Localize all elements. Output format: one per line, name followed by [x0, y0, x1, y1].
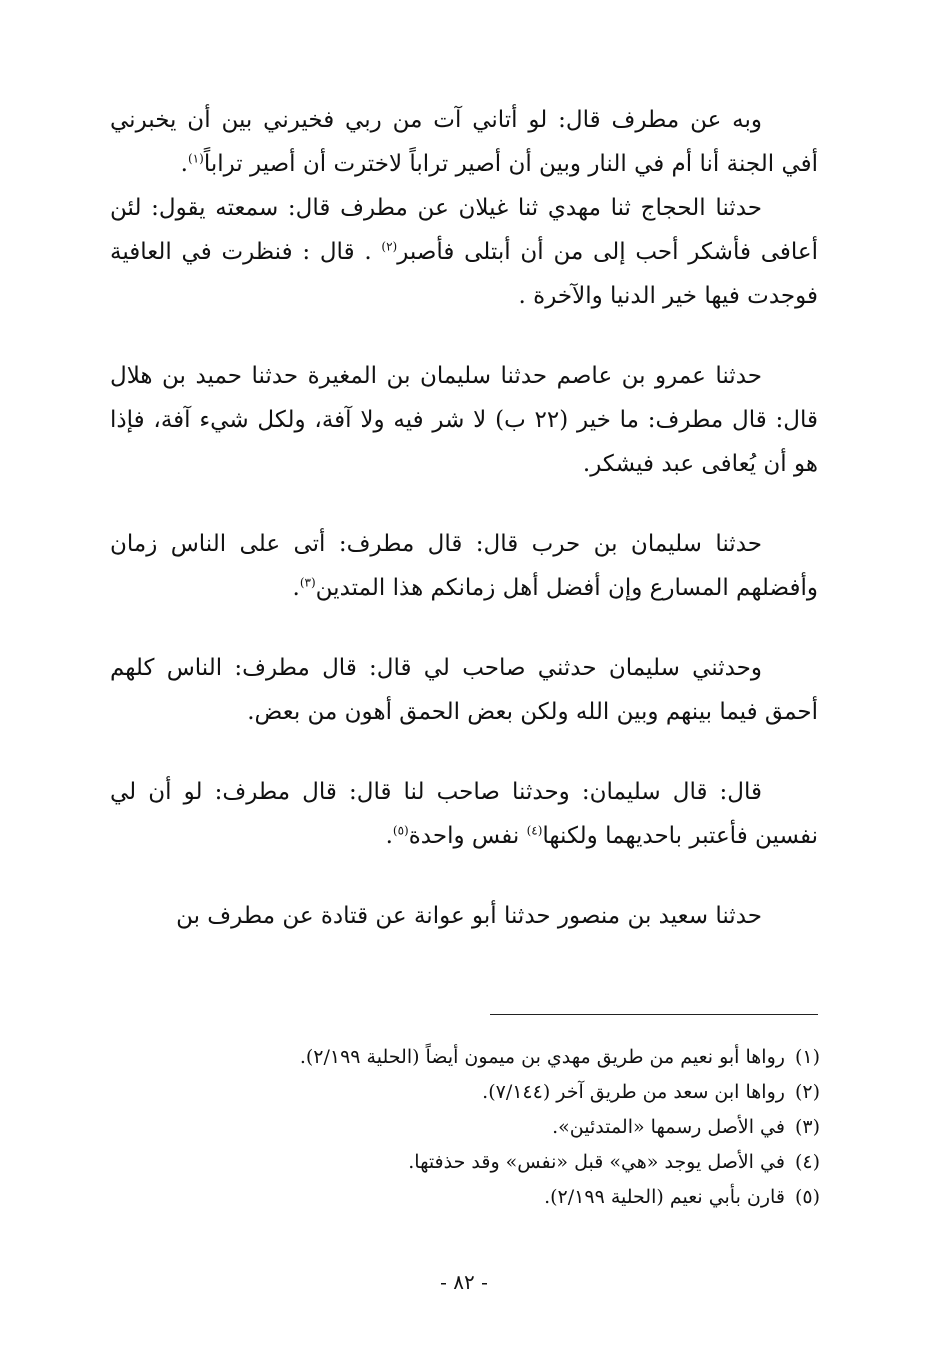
- paragraph-text: . قال : فنظرت في العافية فوجدت فيها خير الدنيا والآخرة .: [110, 239, 818, 309]
- paragraph: [110, 770, 818, 858]
- paragraph-text: وبه عن مطرف قال: لو أتاني آت من ربي فخيرني بين أن يخبرني أفي الجنة أنا أم في النار وبين أن أصير تراباً لاخترت أن أصير تراباً: [110, 107, 818, 177]
- paragraph: [110, 98, 818, 186]
- paragraph-text: حدثنا سعيد بن منصور حدثنا أبو عوانة عن قتادة عن مطرف بن: [176, 903, 762, 929]
- footnote-separator: [490, 1014, 818, 1015]
- main-text: [110, 98, 818, 938]
- footnote-text: قارن بأبي نعيم (الحلية ٢/١٩٩).: [544, 1186, 785, 1208]
- paragraph-text: حدثنا سليمان بن حرب قال: قال مطرف: أتى على الناس زمان وأفضلهم المسارع وإن أفضل أهل زمانكم هذا المتدين: [110, 531, 818, 601]
- footnote-number: (١): [794, 1046, 820, 1068]
- footnotes: [110, 1040, 820, 1215]
- paragraph-text: .: [180, 151, 188, 177]
- paragraph: [110, 894, 818, 938]
- paragraph: [110, 186, 818, 318]
- paragraph-text: وحدثني سليمان حدثني صاحب لي قال: قال مطرف: الناس كلهم أحمق فيما بينهم وبين الله ولكن بعض الحمق أهون من بعض.: [110, 655, 818, 725]
- footnote-text: في الأصل يوجد «هي» قبل «نفس» وقد حذفتها.: [408, 1151, 785, 1173]
- page-number: - ٨٢ -: [440, 1270, 488, 1294]
- paragraph-text: نفس واحدة: [408, 823, 527, 849]
- footnote: [110, 1180, 820, 1215]
- footnote-number: (٣): [794, 1116, 820, 1138]
- footnote: [110, 1075, 820, 1110]
- paragraph-text: حدثنا عمرو بن عاصم حدثنا سليمان بن المغيرة حدثنا حميد بن هلال قال: قال مطرف: ما خير (٢٢ ب) لا شر فيه ولا آفة، ولكل شيء آفة، فإذا هو أن يُعافى عبد فيشكر.: [110, 363, 818, 477]
- footnote-text: رواها أبو نعيم من طريق مهدي بن ميمون أيضاً (الحلية ٢/١٩٩).: [299, 1046, 785, 1068]
- footnote-reference: (٤): [526, 823, 543, 838]
- footnote: [110, 1145, 820, 1180]
- paragraph: [110, 354, 818, 486]
- footnote-number: (٤): [794, 1151, 820, 1173]
- paragraph-text: قال: قال سليمان: وحدثنا صاحب لنا قال: قال مطرف: لو أن لي نفسين فأعتبر باحديهما ولكنها: [110, 779, 818, 849]
- paragraph-text: .: [385, 823, 393, 849]
- footnote-reference: (٥): [392, 823, 409, 838]
- footnote-text: رواها ابن سعد من طريق آخر (٧/١٤٤).: [482, 1081, 785, 1103]
- paragraph: [110, 522, 818, 610]
- footnote: [110, 1040, 820, 1075]
- footnote-reference: (٣): [299, 575, 316, 590]
- paragraph-text: .: [292, 575, 300, 601]
- footnote-text: في الأصل رسمها «المتدئين».: [552, 1116, 785, 1138]
- paragraph: [110, 646, 818, 734]
- footnote-reference: (١): [187, 151, 204, 166]
- footnote-number: (٢): [794, 1081, 820, 1103]
- footnote-number: (٥): [794, 1186, 820, 1208]
- paragraph-text: حدثنا الحجاج ثنا مهدي ثنا غيلان عن مطرف قال: سمعته يقول: لئن أعافى فأشكر أحب إلى من أن أبتلى فأصبر: [110, 195, 819, 265]
- footnote: [110, 1110, 820, 1145]
- footnote-reference: (٢): [381, 239, 398, 254]
